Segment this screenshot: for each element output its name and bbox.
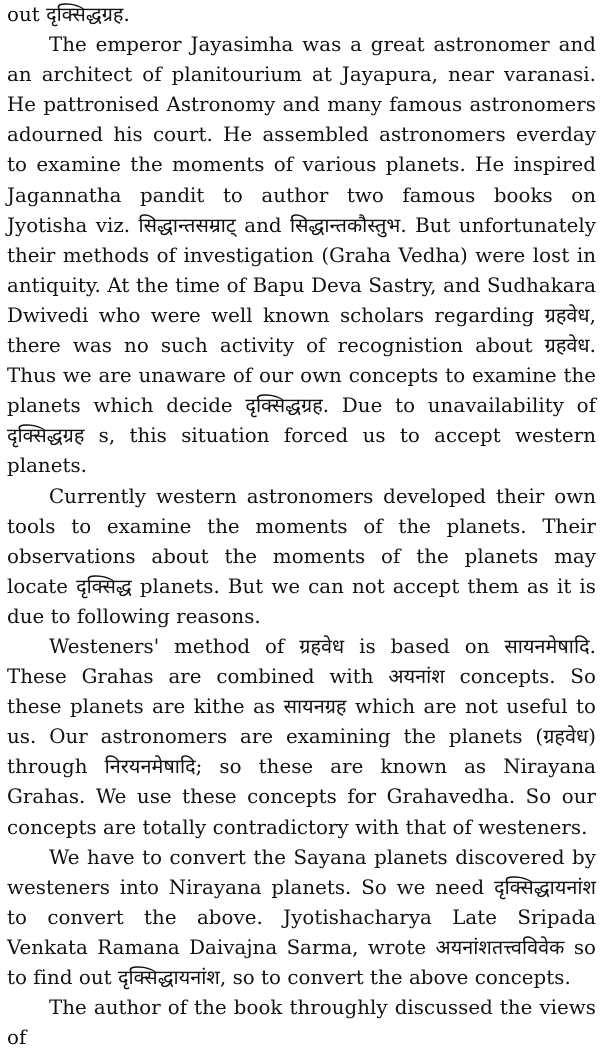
paragraph-westeners-method: Westeners' method of ग्रहवेध is based on सायनमेषादि. These Grahas are combined with अयनांश concepts. So these planets are kithe as सायनग्रह which are not useful to us. Our astronomers are examining the planets (ग्रहवेध) through निरयनमेषादि; so these are known as Nirayana Grahas. We use these concepts for Grahavedha. So our concepts are totally contradictory with that of westeners. [7,634,596,839]
paragraph-continuation: out दृक्सिद्धग्रह. [7,3,130,26]
paragraph-author-views: The author of the book throughly discussed the views of [7,996,596,1050]
paragraph-jayasimha: The emperor Jayasimha was a great astronomer and an architect of planitourium at Jayapura, near varanasi. He pattronised Astronomy and many famous astronomers adourned his court. He assembled astronomers everday to examine the moments of various planets. He inspired Jagannatha pandit to author two famous books on Jyotisha viz. सिद्धान्तसम्राट् and सिद्धान्तकौस्तुभ. But unfortunately their methods of investigation (Graha Vedha) were lost in antiquity. At the time of Bapu Deva Sastry, and Sudhakara Dwivedi who were well known scholars regarding ग्रहवेध, there was no such activity of recognistion about ग्रहवेध. Thus we are unaware of our own concepts to examine the planets which decide दृक्सिद्धग्रह. Due to unavailability of दृक्सिद्धग्रह s, this situation forced us to accept western planets. [7,33,596,478]
paragraph-convert-sayana: We have to convert the Sayana planets discovered by westeners into Nirayana planets. So we need दृक्सिद्धायनांश to convert the above. Jyotishacharya Late Sripada Venkata Ramana Daivajna Sarma, wrote अयनांशतत्त्वविवेक so to find out दृक्सिद्धायनांश, so to convert the above concepts. [7,845,596,989]
paragraph-western-astronomers: Currently western astronomers developed their own tools to examine the moments of the planets. Their observations about the moments of the planets may locate दृक्सिद्ध planets. But we can not accept them as it is due to following reasons. [7,484,596,628]
